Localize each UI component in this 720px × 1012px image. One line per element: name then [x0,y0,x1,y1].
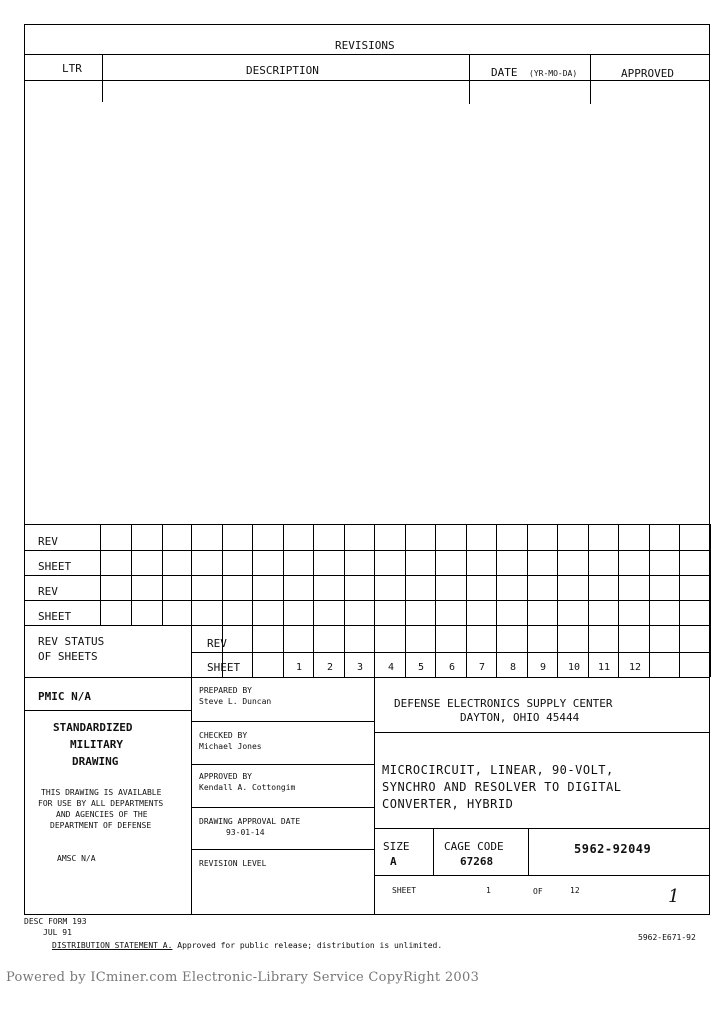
form-number: DESC FORM 193 [24,917,87,926]
sheet-number-cell: 2 [326,662,334,673]
sheet-number-cell: 11 [597,662,611,673]
grid-column-line [283,524,284,677]
size-value: A [390,855,397,868]
size-label: SIZE [383,840,410,853]
distribution-text: Approved for public release; distribution is unlimited. [177,941,443,950]
sheet-number-cell: 8 [509,662,517,673]
checked-by-value: Michael Jones [199,742,262,751]
grid-column-line [557,524,558,677]
sheet-number-cell: 3 [356,662,364,673]
rev-status-label-2: OF SHEETS [38,650,98,663]
handwritten-sheet-mark: 1 [668,886,680,907]
grid-column-line [313,524,314,677]
availability-line3: AND AGENCIES OF THE [56,810,148,819]
distribution-label: DISTRIBUTION STATEMENT A. [52,941,173,950]
form-code: 5962-E671-92 [638,933,696,942]
rev-row-label-2: REV [38,585,58,598]
grid-column-line [252,524,253,677]
standardized-line1: STANDARDIZED [53,721,133,734]
sheet-number-cell: 10 [567,662,581,673]
form-date: JUL 91 [43,928,72,937]
grid-column-line [374,524,375,677]
of-value: 12 [570,886,580,895]
checked-by-label: CHECKED BY [199,731,248,740]
sheet-label: SHEET [392,886,417,895]
sheet-number-cell: 5 [417,662,425,673]
drawing-title-line2: SYNCHRO AND RESOLVER TO DIGITAL [382,780,622,794]
rev-row-label-3: REV [207,637,227,650]
approval-date-value: 93-01-14 [226,828,265,837]
grid-column-line [588,524,589,677]
standardized-line3: DRAWING [72,755,119,768]
sheet-row-label: SHEET [38,560,72,573]
sheet-number-cell: 6 [448,662,456,673]
sheet-number-cell: 4 [387,662,395,673]
col-description-header: DESCRIPTION [246,64,319,77]
approved-by-label: APPROVED BY [199,772,252,781]
rev-row-label: REV [38,535,58,548]
grid-column-line [344,524,345,677]
grid-column-line [222,524,223,677]
agency-line1: DEFENSE ELECTRONICS SUPPLY CENTER [394,697,613,710]
col-date-format: (YR-MO-DA) [529,69,578,78]
amsc-label: AMSC N/A [57,854,96,863]
col-date-header: DATE [491,66,518,79]
grid-column-line [618,524,619,677]
availability-line4: DEPARTMENT OF DEFENSE [50,821,152,830]
sheet-number-cell: 12 [628,662,642,673]
sheet-number-cell: 7 [478,662,486,673]
grid-column-line [496,524,497,677]
prepared-by-value: Steve L. Duncan [199,697,272,706]
rev-status-label-1: REV STATUS [38,635,105,648]
col-approved-header: APPROVED [621,67,674,80]
revision-level-label: REVISION LEVEL [199,859,267,868]
grid-column-line [710,524,711,677]
grid-column-line [405,524,406,677]
availability-line2: FOR USE BY ALL DEPARTMENTS [38,799,164,808]
agency-line2: DAYTON, OHIO 45444 [460,711,580,724]
grid-column-line [466,524,467,677]
cage-code-label: CAGE CODE [444,840,504,853]
availability-line1: THIS DRAWING IS AVAILABLE [41,788,162,797]
col-ltr-header: LTR [62,62,82,75]
sheet-row-label-2: SHEET [38,610,72,623]
grid-column-line [679,524,680,677]
sheet-row-label-3: SHEET [207,661,241,674]
sheet-value: 1 [486,886,491,895]
grid-column-line [435,524,436,677]
distribution-statement [52,941,442,950]
powered-by-watermark: Powered by ICminer.com Electronic-Library Service CopyRight 2003 [6,970,480,985]
prepared-by-label: PREPARED BY [199,686,252,695]
drawing-title-line3: CONVERTER, HYBRID [382,797,514,811]
document-number: 5962-92049 [574,842,652,856]
approval-date-label: DRAWING APPROVAL DATE [199,817,301,826]
approved-by-value: Kendall A. Cottongim [199,783,296,792]
drawing-title-line1: MICROCIRCUIT, LINEAR, 90-VOLT, [382,763,614,777]
of-label: OF [533,887,543,896]
sheet-number-cell: 1 [295,662,303,673]
grid-column-line [649,524,650,677]
pmic-label: PMIC N/A [38,690,91,703]
sheet-number-cell: 9 [539,662,547,673]
standardized-line2: MILITARY [70,738,123,751]
grid-column-line [527,524,528,677]
cage-code-value: 67268 [460,855,494,868]
revisions-title: REVISIONS [335,39,395,52]
